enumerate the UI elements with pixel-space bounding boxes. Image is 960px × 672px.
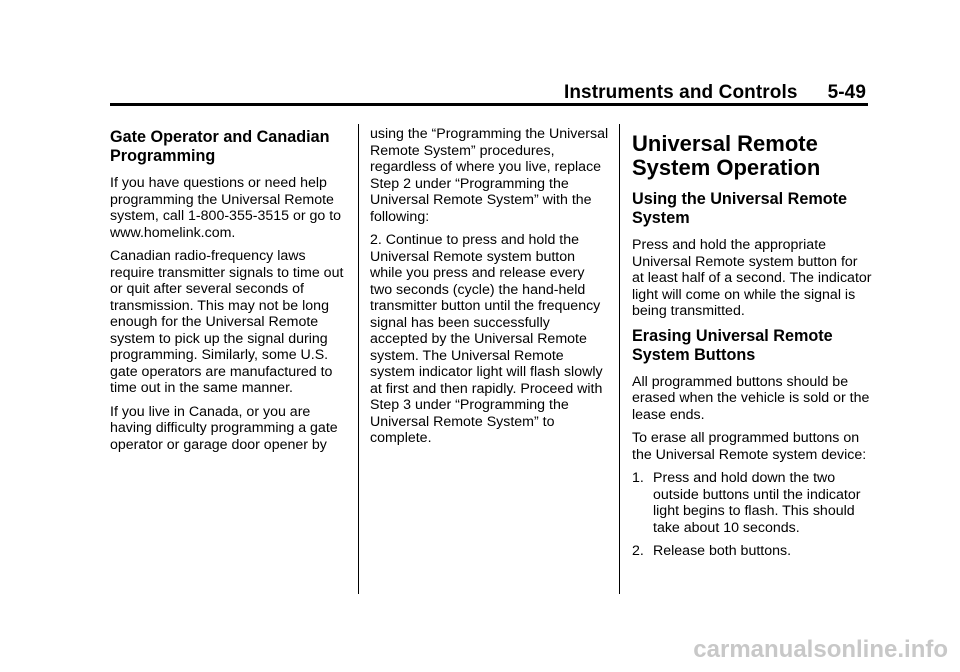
paragraph: 2. Continue to press and hold the Universal Remote system button while you press and release every two seconds (cycle) the hand-held transmitter button until the frequency signal has been successfully accepted by the Universal Remote system. The Universal Remote system indicator light will flash slowly at first and then rapidly. Proceed with Step 3 under “Programming the Universal Remote System” to complete. (370, 232, 603, 446)
paragraph: Canadian radio-frequency laws require transmitter signals to time out or quit after several seconds of transmission. This may not be long enough for the Universal Remote system to pick up the signal during programming. Similarly, some U.S. gate operators are manufactured to time out in the same manner. (110, 248, 344, 396)
paragraph: Press and hold the appropriate Universal Remote system button for at least half of a second. The indicator light will come on while the signal is being transmitted. (632, 237, 872, 319)
paragraph: using the “Programming the Universal Remote System” procedures, regardless of where you live, replace Step 2 under “Programming the Universal Remote System” with the following: (370, 126, 609, 225)
paragraph: If you have questions or need help programming the Universal Remote system, call 1-800-355-3515 or go to www.homelink.com. (110, 175, 342, 241)
step-number: 2. (632, 543, 644, 559)
column-divider (358, 124, 359, 594)
paragraph: To erase all programmed buttons on the Universal Remote system device: (632, 430, 867, 463)
step-text: Press and hold down the two outside buttons until the indicator light begins to flash. This should take about 10 seconds. (653, 470, 861, 536)
step-text: Release both buttons. (653, 543, 792, 559)
section-heading: Erasing Universal Remote System Buttons (632, 326, 833, 364)
step-number: 1. (632, 470, 644, 486)
section-heading: Gate Operator and Canadian Programming (110, 128, 330, 165)
column-1 (110, 128, 350, 460)
column-2 (370, 126, 610, 454)
page-header (564, 82, 866, 104)
paragraph: All programmed buttons should be erased when the vehicle is sold or the lease ends. (632, 373, 870, 423)
step-list (632, 470, 872, 560)
column-3 (632, 128, 872, 567)
main-heading: Universal Remote System Operation (632, 131, 821, 180)
paragraph: If you live in Canada, or you are having difficulty programming a gate operator or garage door opener by (110, 403, 338, 453)
section-heading: Using the Universal Remote System (632, 190, 847, 227)
page-number: 5-49 (827, 82, 866, 103)
watermark: carmanualsonline.info (693, 636, 948, 663)
list-item (632, 470, 872, 536)
column-divider (619, 124, 620, 594)
header-rule (110, 103, 868, 106)
section-title: Instruments and Controls (563, 82, 798, 103)
list-item (632, 543, 872, 560)
